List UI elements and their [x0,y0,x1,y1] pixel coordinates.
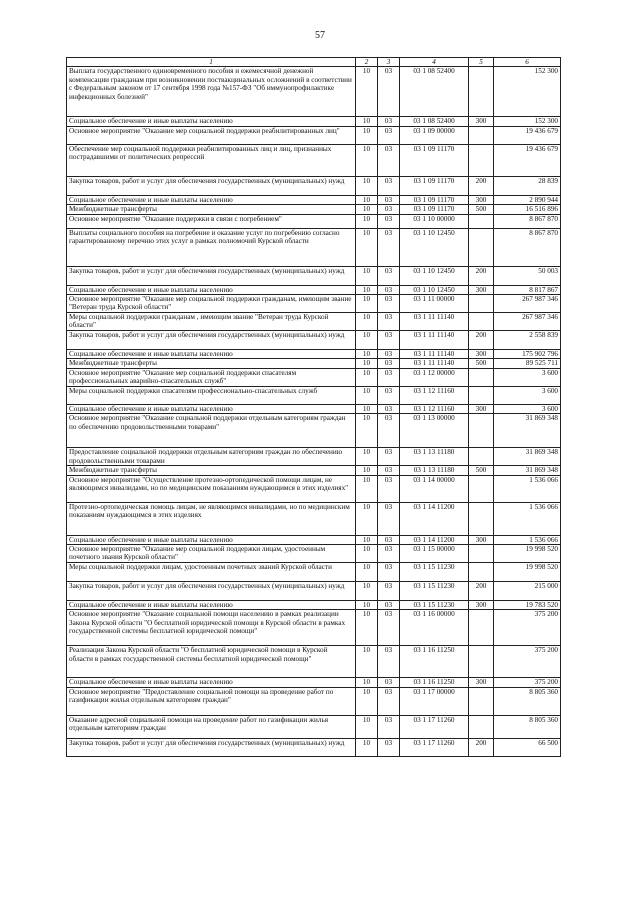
row-target-code: 03 1 11 11140 [400,350,469,359]
row-subsection: 03 [378,386,400,404]
row-amount: 152 300 [494,67,561,117]
row-name: Социальное обеспечение и иные выплаты населению [67,117,356,126]
table-row [67,126,561,144]
row-amount: 8 817 867 [494,285,561,294]
table-row [67,687,561,715]
row-target-code: 03 1 13 11180 [400,448,469,466]
header-col-1: 1 [67,58,356,67]
row-target-code: 03 1 10 12450 [400,228,469,266]
row-subsection: 03 [378,414,400,448]
row-section: 10 [356,144,378,176]
table-row [67,359,561,368]
row-name: Основное мероприятие "Предоставление социальной помощи на проведение работ по газификации жилья отдельным категориям граждан" [67,687,356,715]
row-target-code: 03 1 10 12450 [400,285,469,294]
row-target-code: 03 1 12 00000 [400,368,469,386]
row-name: Основное мероприятие "Оказание мер социальной поддержки спасателям профессиональных аварийно-спасательных служб" [67,368,356,386]
table-row [67,331,561,350]
table-row [67,313,561,331]
table-row [67,214,561,228]
row-section: 10 [356,610,378,646]
row-amount: 8 867 870 [494,214,561,228]
page-number: 57 [315,30,325,41]
row-amount: 8 867 870 [494,228,561,266]
row-expense-type: 300 [469,601,494,610]
row-name: Межбюджетные трансферты [67,205,356,214]
row-section: 10 [356,67,378,117]
row-expense-type [469,214,494,228]
table-body [67,67,561,756]
row-target-code: 03 1 09 11170 [400,176,469,195]
row-subsection: 03 [378,404,400,413]
table-header [67,58,561,67]
row-amount: 8 805 360 [494,715,561,738]
row-target-code: 03 1 11 11140 [400,331,469,350]
row-section: 10 [356,448,378,466]
row-amount: 1 536 066 [494,535,561,544]
row-section: 10 [356,266,378,285]
row-section: 10 [356,331,378,350]
row-section: 10 [356,466,378,475]
row-name: Социальное обеспечение и иные выплаты населению [67,678,356,687]
row-section: 10 [356,582,378,601]
row-amount: 267 987 346 [494,313,561,331]
row-subsection: 03 [378,448,400,466]
row-target-code: 03 1 11 00000 [400,295,469,313]
row-subsection: 03 [378,266,400,285]
table-row [67,117,561,126]
row-amount: 19 998 520 [494,545,561,563]
row-subsection: 03 [378,475,400,502]
row-subsection: 03 [378,646,400,678]
row-subsection: 03 [378,117,400,126]
row-name: Обеспечение мер социальной поддержки реабилитированных лиц и лиц, признанных пострадавшими от политических репрессий [67,144,356,176]
row-name: Предоставление социальной поддержки отдельным категориям граждан по обеспечению продовольственными товарами [67,448,356,466]
row-amount: 2 558 839 [494,331,561,350]
row-target-code: 03 1 14 11200 [400,502,469,535]
row-subsection: 03 [378,214,400,228]
row-section: 10 [356,359,378,368]
table-row [67,266,561,285]
row-section: 10 [356,228,378,266]
row-expense-type [469,126,494,144]
row-expense-type: 300 [469,678,494,687]
header-col-3: 3 [378,58,400,67]
row-subsection: 03 [378,228,400,266]
row-amount: 8 805 360 [494,687,561,715]
row-amount: 16 516 896 [494,205,561,214]
row-section: 10 [356,414,378,448]
row-amount: 50 003 [494,266,561,285]
row-expense-type [469,414,494,448]
table-row [67,715,561,738]
row-amount: 267 987 346 [494,295,561,313]
row-section: 10 [356,368,378,386]
row-expense-type [469,295,494,313]
row-expense-type [469,448,494,466]
row-name: Меры социальной поддержки лицам, удостоенным почетных званий Курской области [67,563,356,582]
row-expense-type: 300 [469,117,494,126]
row-subsection: 03 [378,195,400,204]
row-target-code: 03 1 13 11180 [400,466,469,475]
row-target-code: 03 1 10 00000 [400,214,469,228]
row-name: Выплаты социального пособия на погребение и оказание услуг по погребению согласно гарантированному перечню этих услуг в рамках полномочий Курской области [67,228,356,266]
row-name: Основное мероприятие "Оказание поддержки в связи с погребением" [67,214,356,228]
row-amount: 28 839 [494,176,561,195]
row-expense-type: 200 [469,582,494,601]
row-amount: 1 536 066 [494,475,561,502]
row-name: Социальное обеспечение и иные выплаты населению [67,195,356,204]
row-expense-type: 500 [469,466,494,475]
row-amount: 19 436 679 [494,144,561,176]
header-row [67,58,561,67]
row-name: Социальное обеспечение и иные выплаты населению [67,535,356,544]
row-target-code: 03 1 17 11260 [400,715,469,738]
row-name: Социальное обеспечение и иные выплаты населению [67,404,356,413]
row-name: Основное мероприятие "Оказание мер социальной поддержки гражданам, имеющим звание "Ветеран труда Курской области" [67,295,356,313]
row-target-code: 03 1 09 11170 [400,144,469,176]
row-name: Межбюджетные трансферты [67,466,356,475]
row-name: Межбюджетные трансферты [67,359,356,368]
row-subsection: 03 [378,331,400,350]
header-col-4: 4 [400,58,469,67]
row-name: Реализация Закона Курской области "О бесплатной юридической помощи в Курской области в рамках государственной системы бесплатной юридической помощи" [67,646,356,678]
row-target-code: 03 1 15 11230 [400,582,469,601]
row-target-code: 03 1 17 00000 [400,687,469,715]
row-subsection: 03 [378,601,400,610]
row-subsection: 03 [378,678,400,687]
row-section: 10 [356,601,378,610]
row-section: 10 [356,738,378,756]
row-target-code: 03 1 11 11140 [400,359,469,368]
row-name: Меры социальной поддержки спасателям профессионально-спасательных служб [67,386,356,404]
row-expense-type [469,646,494,678]
row-expense-type: 200 [469,176,494,195]
row-expense-type [469,502,494,535]
row-amount: 3 600 [494,386,561,404]
row-subsection: 03 [378,126,400,144]
row-section: 10 [356,195,378,204]
row-target-code: 03 1 09 11170 [400,195,469,204]
row-subsection: 03 [378,205,400,214]
row-expense-type [469,228,494,266]
row-target-code: 03 1 12 11160 [400,386,469,404]
row-name: Закупка товаров, работ и услуг для обеспечения государственных (муниципальных) нужд [67,331,356,350]
row-target-code: 03 1 12 11160 [400,404,469,413]
row-amount: 31 869 348 [494,448,561,466]
table-row [67,350,561,359]
table-row [67,582,561,601]
row-section: 10 [356,126,378,144]
row-name: Основное мероприятие "Оказание мер социальной поддержки реабилитированных лиц" [67,126,356,144]
table-row [67,368,561,386]
row-amount: 3 600 [494,404,561,413]
row-amount: 152 300 [494,117,561,126]
row-subsection: 03 [378,545,400,563]
row-amount: 215 000 [494,582,561,601]
row-name: Выплата государственного единовременного пособия и ежемесячной денежной компенсации гражданам при возникновении поствакцинальных осложнений в соответствии с Федеральным законом от 17 сентября 1998 года №157-ФЗ "Об иммунопрофилактике инфекционных болезней" [67,67,356,117]
row-amount: 2 890 944 [494,195,561,204]
row-expense-type: 300 [469,195,494,204]
budget-table [66,57,561,757]
table-row [67,535,561,544]
row-expense-type [469,475,494,502]
row-expense-type [469,687,494,715]
row-section: 10 [356,646,378,678]
row-expense-type: 200 [469,331,494,350]
row-expense-type [469,610,494,646]
row-expense-type: 300 [469,535,494,544]
row-amount: 19 436 679 [494,126,561,144]
row-expense-type [469,313,494,331]
row-subsection: 03 [378,738,400,756]
row-subsection: 03 [378,582,400,601]
row-subsection: 03 [378,67,400,117]
table-row [67,448,561,466]
row-name: Основное мероприятие "Оказание мер социальной поддержки лицам, удостоенным почетного звания Курской области" [67,545,356,563]
row-name: Основное мероприятие "Оказание социальной поддержки отдельным категориям граждан по обеспечению продовольственными товарами" [67,414,356,448]
table-row [67,545,561,563]
row-subsection: 03 [378,687,400,715]
row-amount: 19 783 520 [494,601,561,610]
row-target-code: 03 1 16 11250 [400,646,469,678]
header-col-5: 5 [469,58,494,67]
row-expense-type: 300 [469,350,494,359]
row-amount: 375 200 [494,610,561,646]
row-expense-type: 300 [469,404,494,413]
row-name: Закупка товаров, работ и услуг для обеспечения государственных (муниципальных) нужд [67,738,356,756]
row-target-code: 03 1 16 11250 [400,678,469,687]
row-amount: 375 200 [494,646,561,678]
table-row [67,601,561,610]
row-target-code: 03 1 14 00000 [400,475,469,502]
table-row [67,466,561,475]
row-expense-type: 200 [469,738,494,756]
row-section: 10 [356,678,378,687]
row-subsection: 03 [378,359,400,368]
row-expense-type: 200 [469,266,494,285]
row-target-code: 03 1 09 00000 [400,126,469,144]
row-target-code: 03 1 09 11170 [400,205,469,214]
row-section: 10 [356,404,378,413]
table-row [67,67,561,117]
row-amount: 1 536 066 [494,502,561,535]
row-section: 10 [356,475,378,502]
table-row [67,144,561,176]
table-row [67,295,561,313]
row-expense-type [469,386,494,404]
row-expense-type [469,715,494,738]
row-target-code: 03 1 11 11140 [400,313,469,331]
header-col-6: 6 [494,58,561,67]
row-section: 10 [356,295,378,313]
table-row [67,475,561,502]
table-row [67,205,561,214]
row-target-code: 03 1 08 52400 [400,67,469,117]
row-name: Закупка товаров, работ и услуг для обеспечения государственных (муниципальных) нужд [67,582,356,601]
row-target-code: 03 1 14 11200 [400,535,469,544]
row-section: 10 [356,117,378,126]
row-section: 10 [356,545,378,563]
table-row [67,414,561,448]
row-name: Социальное обеспечение и иные выплаты населению [67,350,356,359]
row-name: Протезно-ортопедическая помощь лицам, не являющимся инвалидами, но по медицинским показаниям нуждающимся в этих изделиях [67,502,356,535]
row-name: Закупка товаров, работ и услуг для обеспечения государственных (муниципальных) нужд [67,266,356,285]
row-section: 10 [356,350,378,359]
row-section: 10 [356,502,378,535]
row-name: Социальное обеспечение и иные выплаты населению [67,601,356,610]
row-subsection: 03 [378,176,400,195]
row-target-code: 03 1 15 11230 [400,601,469,610]
row-section: 10 [356,535,378,544]
row-section: 10 [356,687,378,715]
row-section: 10 [356,176,378,195]
table-row [67,386,561,404]
row-amount: 375 200 [494,678,561,687]
row-name: Оказание адресной социальной помощи на проведение работ по газификации жилья отдельным категориям граждан [67,715,356,738]
row-amount: 3 600 [494,368,561,386]
table-row [67,195,561,204]
row-subsection: 03 [378,295,400,313]
table-row [67,176,561,195]
row-name: Основное мероприятие "Оказание социальной помощи населению в рамках реализации Закона Курской области "О бесплатной юридической помощи в Курской области в рамках государственной системы бесплатной юридической помощи" [67,610,356,646]
table-row [67,678,561,687]
row-name: Закупка товаров, работ и услуг для обеспечения государственных (муниципальных) нужд [67,176,356,195]
row-amount: 89 525 711 [494,359,561,368]
row-section: 10 [356,313,378,331]
row-subsection: 03 [378,715,400,738]
row-expense-type [469,144,494,176]
row-amount: 19 998 520 [494,563,561,582]
header-col-2: 2 [356,58,378,67]
row-name: Основное мероприятие "Осуществление протезно-ортопедической помощи лицам, не являющимся инвалидами, но по медицинским показаниям нуждающимся в этих изделиях" [67,475,356,502]
row-amount: 66 500 [494,738,561,756]
row-expense-type [469,67,494,117]
row-subsection: 03 [378,313,400,331]
row-amount: 31 869 348 [494,414,561,448]
row-amount: 31 869 348 [494,466,561,475]
row-expense-type: 500 [469,205,494,214]
row-subsection: 03 [378,368,400,386]
row-target-code: 03 1 16 00000 [400,610,469,646]
row-subsection: 03 [378,285,400,294]
table-row [67,502,561,535]
row-subsection: 03 [378,535,400,544]
table-row [67,228,561,266]
row-expense-type [469,545,494,563]
row-target-code: 03 1 15 00000 [400,545,469,563]
row-target-code: 03 1 08 52400 [400,117,469,126]
row-subsection: 03 [378,350,400,359]
row-target-code: 03 1 15 11230 [400,563,469,582]
table-row [67,646,561,678]
row-expense-type: 300 [469,285,494,294]
row-target-code: 03 1 10 12450 [400,266,469,285]
row-expense-type [469,368,494,386]
row-subsection: 03 [378,144,400,176]
row-amount: 175 902 796 [494,350,561,359]
row-subsection: 03 [378,610,400,646]
table-row [67,738,561,756]
row-section: 10 [356,563,378,582]
row-section: 10 [356,386,378,404]
row-subsection: 03 [378,563,400,582]
row-name: Социальное обеспечение и иные выплаты населению [67,285,356,294]
row-expense-type [469,563,494,582]
row-subsection: 03 [378,502,400,535]
row-subsection: 03 [378,466,400,475]
row-target-code: 03 1 17 11260 [400,738,469,756]
row-section: 10 [356,715,378,738]
table-row [67,404,561,413]
table-row [67,563,561,582]
table-row [67,610,561,646]
row-section: 10 [356,205,378,214]
row-target-code: 03 1 13 00000 [400,414,469,448]
row-expense-type: 500 [469,359,494,368]
row-section: 10 [356,285,378,294]
table-row [67,285,561,294]
row-name: Меры социальной поддержки гражданам , имеющим звание "Ветеран труда Курской области" [67,313,356,331]
row-section: 10 [356,214,378,228]
